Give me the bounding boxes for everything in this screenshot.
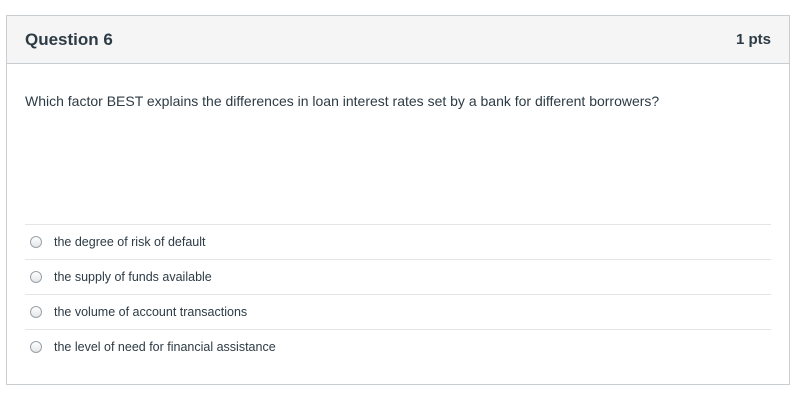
radio-button[interactable] [30,236,42,248]
answer-option[interactable] [25,224,771,259]
answer-label[interactable]: the supply of funds available [54,270,212,284]
radio-button[interactable] [30,271,42,283]
radio-button[interactable] [30,341,42,353]
question-card [6,15,790,385]
question-text: Which factor BEST explains the differences in loan interest rates set by a bank for different borrowers? [25,93,660,109]
question-title: Question 6 [25,29,113,49]
answer-option[interactable] [25,259,771,294]
question-header [7,16,789,64]
answer-label[interactable]: the degree of risk of default [54,235,206,249]
answer-label[interactable]: the volume of account transactions [54,305,248,319]
question-points: 1 pts [735,31,771,48]
answer-option[interactable] [25,294,771,329]
answer-list [25,224,771,364]
radio-button[interactable] [30,306,42,318]
answer-option[interactable] [25,329,771,364]
answer-label[interactable]: the level of need for financial assistance [54,340,276,354]
